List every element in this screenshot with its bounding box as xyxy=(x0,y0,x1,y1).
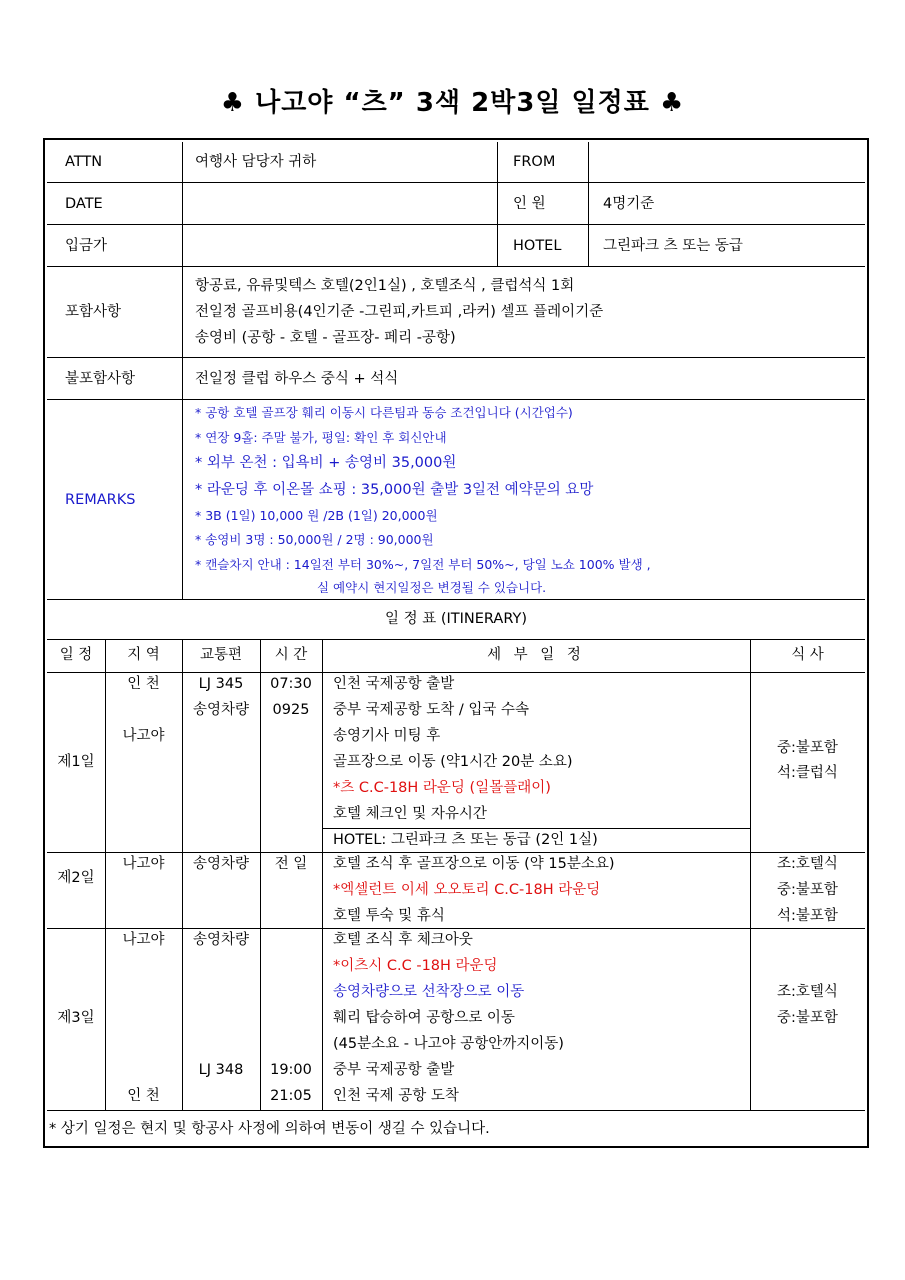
day3-region: 나고야 xyxy=(122,932,165,948)
day1-region: 인 천 xyxy=(127,676,160,692)
day1-detail: 호텔 체크인 및 자유시간 xyxy=(333,806,487,822)
day1-transport: LJ 345 xyxy=(198,676,244,692)
day2-meal: 석:불포함 xyxy=(777,908,838,924)
row-divider xyxy=(47,599,865,600)
day2-region: 나고야 xyxy=(122,856,165,872)
day3-detail: (45분소요 - 나고야 공항안까지이동) xyxy=(333,1036,564,1052)
price-label: 입금가 xyxy=(65,238,108,254)
day3-label: 제3일 xyxy=(57,1010,95,1026)
page-title: ♣ 나고야 “츠” 3색 2박3일 일정표 ♣ xyxy=(220,88,685,118)
remark-line: * 연장 9홀: 주말 불가, 평일: 확인 후 회신안내 xyxy=(195,430,447,445)
day3-detail-transfer: 송영차량으로 선착장으로 이동 xyxy=(333,984,525,1000)
row-divider xyxy=(47,639,865,640)
col-divider xyxy=(750,639,751,1110)
remark-line: * 공항 호텔 골프장 훼리 이동시 다른팀과 동승 조건입니다 (시간업수) xyxy=(195,405,573,420)
row-divider xyxy=(322,828,750,829)
remarks-label: REMARKS xyxy=(65,492,136,508)
day3-transport: LJ 348 xyxy=(198,1062,244,1078)
includes-line: 전일정 골프비용(4인기준 -그린피,카트피 ,라커) 셀프 플레이기준 xyxy=(195,304,604,320)
includes-line: 송영비 (공항 - 호텔 - 골프장- 페리 -공항) xyxy=(195,330,456,346)
day2-detail-round: *엑셀런트 이세 오오토리 C.C-18H 라운딩 xyxy=(333,882,601,898)
col-header-day: 일 정 xyxy=(59,647,93,663)
row-divider xyxy=(47,1110,865,1111)
day2-detail: 호텔 투숙 및 휴식 xyxy=(333,908,445,924)
day1-detail: 골프장으로 이동 (약1시간 20분 소요) xyxy=(333,754,573,770)
day3-meal: 조:호텔식 xyxy=(777,984,838,1000)
row-divider xyxy=(47,224,865,225)
col-divider xyxy=(105,639,106,1110)
col-header-meals: 식 사 xyxy=(791,647,824,663)
people-value: 4명기준 xyxy=(603,196,655,212)
row-divider xyxy=(47,928,865,929)
day1-detail-round: *츠 C.C-18H 라운딩 (일몰플래이) xyxy=(333,780,551,796)
remark-line: * 송영비 3명 : 50,000원 / 2명 : 90,000원 xyxy=(195,532,434,547)
day1-region: 나고야 xyxy=(122,728,165,744)
day2-meal: 조:호텔식 xyxy=(777,856,838,872)
hotel-label: HOTEL xyxy=(513,238,562,254)
day1-detail: 인천 국제공항 출발 xyxy=(333,676,455,692)
row-divider xyxy=(47,399,865,400)
col-header-time: 시 간 xyxy=(274,647,308,663)
footer-note: * 상기 일정은 현지 및 항공사 사정에 의하여 변동이 생길 수 있습니다. xyxy=(49,1121,490,1137)
includes-label: 포함사항 xyxy=(65,304,122,320)
day3-detail: 중부 국제공항 출발 xyxy=(333,1062,455,1078)
remark-line: * 캔슬차지 안내 : 14일전 부터 30%~, 7일전 부터 50%~, 당일 노쇼 100% 발생 , xyxy=(195,557,651,572)
day1-detail: 송영기사 미팅 후 xyxy=(333,728,441,744)
day3-time: 21:05 xyxy=(270,1088,312,1104)
day1-hotel: HOTEL: 그린파크 츠 또는 동급 (2인 1실) xyxy=(333,832,598,848)
day2-label: 제2일 xyxy=(57,870,95,886)
day3-detail-round: *이츠시 C.C -18H 라운딩 xyxy=(333,958,498,974)
remark-line: 실 예약시 현지일정은 변경될 수 있습니다. xyxy=(317,580,547,595)
day3-detail: 호텔 조식 후 체크아웃 xyxy=(333,932,473,948)
day3-region: 인 천 xyxy=(127,1088,160,1104)
col-header-transport: 교통편 xyxy=(199,647,243,663)
day1-transport: 송영차량 xyxy=(192,702,250,718)
day1-time: 0925 xyxy=(272,702,310,718)
day2-transport: 송영차량 xyxy=(192,856,250,872)
day3-detail: 훼리 탑승하여 공항으로 이동 xyxy=(333,1010,515,1026)
day2-time: 전 일 xyxy=(274,856,308,872)
row-divider xyxy=(47,672,865,673)
day3-time: 19:00 xyxy=(270,1062,312,1078)
day3-transport: 송영차량 xyxy=(192,932,250,948)
from-label: FROM xyxy=(513,154,556,170)
day1-meal: 석:클럽식 xyxy=(777,765,838,781)
day3-detail: 인천 국제 공항 도착 xyxy=(333,1088,459,1104)
day1-meal: 중:불포함 xyxy=(777,740,838,756)
col-divider xyxy=(588,142,589,266)
people-label: 인 원 xyxy=(513,196,546,212)
excludes-label: 불포함사항 xyxy=(65,371,136,387)
itinerary-table xyxy=(43,138,869,1148)
col-header-details: 세 부 일 정 xyxy=(487,647,585,663)
day3-meal: 중:불포함 xyxy=(777,1010,838,1026)
hotel-value: 그린파크 츠 또는 동급 xyxy=(603,238,743,254)
row-divider xyxy=(47,357,865,358)
attn-label: ATTN xyxy=(65,154,103,170)
col-header-region: 지 역 xyxy=(127,647,160,663)
col-divider xyxy=(497,142,498,266)
day2-detail: 호텔 조식 후 골프장으로 이동 (약 15분소요) xyxy=(333,856,615,872)
date-label: DATE xyxy=(65,196,103,212)
row-divider xyxy=(47,266,865,267)
day1-time: 07:30 xyxy=(270,676,312,692)
remark-line: * 라운딩 후 이온몰 쇼핑 : 35,000원 출발 3일전 예약문의 요망 xyxy=(195,482,594,498)
itinerary-title: 일 정 표 (ITINERARY) xyxy=(385,611,527,627)
includes-line: 항공료, 유류및텍스 호텔(2인1실) , 호텔조식 , 클럽석식 1회 xyxy=(195,278,575,294)
col-divider xyxy=(322,639,323,1110)
attn-value: 여행사 담당자 귀하 xyxy=(195,154,317,170)
remark-line: * 3B (1일) 10,000 원 /2B (1일) 20,000원 xyxy=(195,508,438,523)
day1-detail: 중부 국제공항 도착 / 입국 수속 xyxy=(333,702,530,718)
remark-line: * 외부 온천 : 입욕비 + 송영비 35,000원 xyxy=(195,455,457,471)
excludes-value: 전일정 클럽 하우스 중식 + 석식 xyxy=(195,371,399,387)
day1-label: 제1일 xyxy=(57,754,95,770)
row-divider xyxy=(47,852,865,853)
day2-meal: 중:불포함 xyxy=(777,882,838,898)
row-divider xyxy=(47,182,865,183)
col-divider xyxy=(182,142,183,599)
